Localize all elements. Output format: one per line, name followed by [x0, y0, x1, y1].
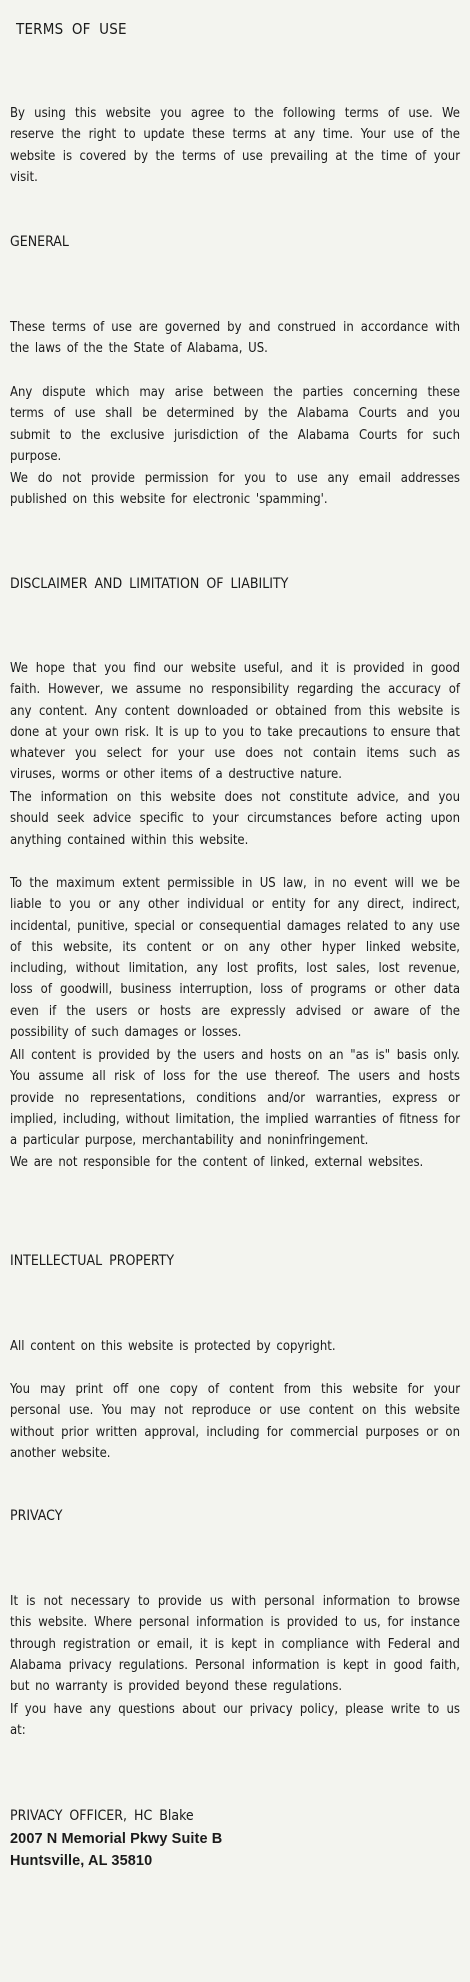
privacy-paragraph-1: It is not necessary to provide us with personal information to browse this website. Where personal information is provided to us, for instance through registration or email, it is kept in compliance with Federal and Alabama privacy regulations. Personal information is kept in good faith, but no warranty is provided beyond these regulations. [10, 1594, 460, 1695]
disclaimer-paragraph-1: We hope that you find our website useful, and it is provided in good faith. However, we assume no responsibility regarding the accuracy of any content. Any content downloaded or obtained from this website is done at your own risk. It is up to you to take precautions to ensure that whatever you select for your use does not contain items such as viruses, worms or other items of a destructive nature. [10, 661, 460, 783]
disclaimer-paragraph-5: We are not responsible for the content of linked, external websites. [10, 1155, 424, 1170]
intro-paragraph: By using this website you agree to the following terms of use. We reserve the right to update these terms at any time. Your use of the website is covered by the terms of use prevailing at the time of your visit. [10, 106, 460, 185]
section-heading-disclaimer: DISCLAIMER AND LIMITATION OF LIABILITY [10, 576, 289, 592]
address-street: 2007 N Memorial Pkwy Suite B [10, 1831, 223, 1847]
section-heading-privacy: PRIVACY [10, 1508, 63, 1524]
general-paragraph-1: These terms of use are governed by and construed in accordance with the laws of the the State of Alabama, US. [10, 320, 460, 357]
disclaimer-paragraph-2: The information on this website does not constitute advice, and you should seek advice specific to your circumstances before acting upon anything contained within this website. [10, 790, 460, 848]
ip-paragraph-2: You may print off one copy of content from this website for your personal use. You may not reproduce or use content on this website without prior written approval, including for commercial purposes or on another website. [10, 1382, 460, 1461]
ip-paragraph-1: All content on this website is protected by copyright. [10, 1339, 336, 1354]
address-city: Huntsville, AL 35810 [10, 1853, 153, 1869]
privacy-paragraph-2: If you have any questions about our privacy policy, please write to us at: [10, 1702, 460, 1739]
privacy-officer-name: PRIVACY OFFICER, HC Blake [10, 1808, 194, 1824]
general-paragraph-3: We do not provide permission for you to use any email addresses published on this website for electronic 'spamming'. [10, 471, 460, 508]
page-title: TERMS OF USE [16, 20, 127, 38]
disclaimer-paragraph-4: All content is provided by the users and hosts on an "as is" basis only. You assume all risk of loss for the use thereof. The users and hosts provide no representations, conditions and/or warranties, express or implied, including, without limitation, the implied warranties of fitness for a particular purpose, merchantability and noninfringement. [10, 1048, 460, 1149]
section-heading-intellectual-property: INTELLECTUAL PROPERTY [10, 1253, 175, 1269]
section-heading-general: GENERAL [10, 234, 69, 250]
disclaimer-paragraph-3: To the maximum extent permissible in US law, in no event will we be liable to you or any other individual or entity for any direct, indirect, incidental, punitive, special or consequential damages related to any use of this website, its content or on any other hyper linked website, including, without limitation, any lost profits, lost sales, lost revenue, loss of goodwill, business interruption, loss of programs or other data even if the users or hosts are expressly advised or aware of the possibility of such damages or losses. [10, 876, 460, 1041]
general-paragraph-2: Any dispute which may arise between the parties concerning these terms of use shall be determined by the Alabama Courts and you submit to the exclusive jurisdiction of the Alabama Courts for such purpose. [10, 385, 460, 464]
